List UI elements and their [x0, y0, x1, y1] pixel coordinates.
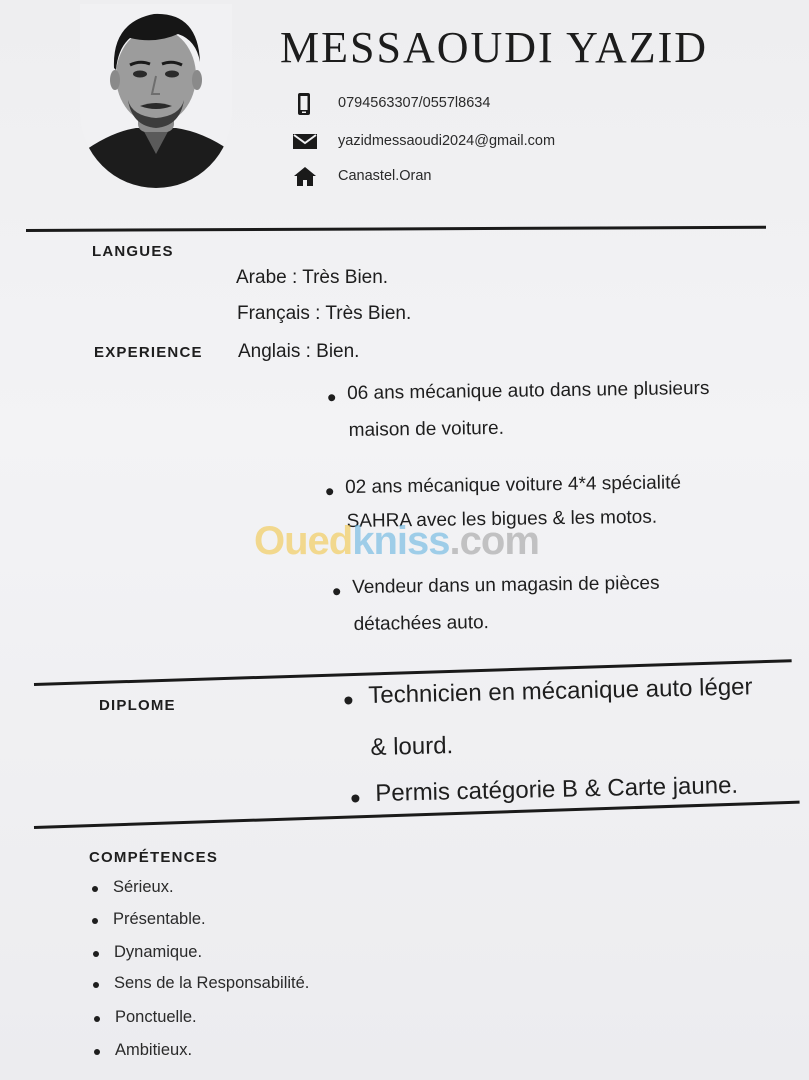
divider-line: [26, 226, 766, 232]
email-address: yazidmessaoudi2024@gmail.com: [338, 133, 556, 149]
bullet-icon: [94, 1049, 100, 1055]
experience-line: 02 ans mécanique voiture 4*4 spécialité: [345, 472, 682, 498]
bullet-icon: [93, 982, 99, 988]
experience-line: détachées auto.: [353, 612, 490, 635]
bullet-icon: [326, 488, 333, 495]
bullet-icon: [92, 918, 98, 924]
bullet-icon: [344, 696, 352, 704]
diploma-line: Permis catégorie B & Carte jaune.: [375, 771, 739, 807]
bullet-icon: [92, 886, 98, 892]
bullet-icon: [333, 588, 340, 595]
section-heading-competences: COMPÉTENCES: [89, 849, 219, 866]
skill-item: [115, 1008, 197, 1027]
experience-line: 06 ans mécanique auto dans une plusieurs: [347, 377, 710, 404]
diploma-line: & lourd.: [370, 732, 454, 761]
diploma-item: [368, 673, 753, 761]
skill-item: [114, 974, 309, 993]
language-item: Français : Très Bien.: [237, 303, 412, 324]
skill-label: Ambitieux.: [115, 1041, 193, 1059]
experience-item: [352, 572, 660, 635]
home-icon: [292, 166, 318, 188]
phone-number: 0794563307/0557l8634: [338, 95, 491, 111]
experience-item: [347, 377, 710, 441]
experience-line: SAHRA avec les bigues & les motos.: [346, 506, 658, 532]
watermark-part: Oued: [254, 519, 353, 563]
skill-label: Sens de la Responsabilité.: [114, 974, 310, 992]
language-item: Anglais : Bien.: [238, 341, 360, 362]
diploma-item: [375, 772, 738, 808]
candidate-name: MESSAOUDI YAZID: [280, 23, 709, 72]
diploma-line: Technicien en mécanique auto léger: [368, 673, 753, 709]
section-heading-diplome: DIPLOME: [99, 697, 176, 714]
skill-label: Ponctuelle.: [115, 1008, 197, 1026]
profile-photo: [80, 4, 232, 188]
experience-line: maison de voiture.: [348, 417, 505, 441]
bullet-icon: [93, 951, 99, 957]
section-heading-experience: EXPERIENCE: [94, 344, 203, 361]
skill-label: Présentable.: [113, 910, 206, 928]
skill-item: [113, 878, 174, 897]
envelope-icon: [292, 131, 318, 153]
bullet-icon: [351, 794, 359, 802]
watermark-part: kniss: [352, 519, 450, 563]
experience-line: Vendeur dans un magasin de pièces: [352, 572, 660, 598]
address-text: Canastel.Oran: [338, 168, 432, 184]
section-heading-langues: LANGUES: [92, 243, 174, 260]
watermark-logo: [254, 519, 539, 564]
experience-item: [345, 472, 682, 532]
skill-item: [113, 910, 206, 929]
skill-label: Dynamique.: [114, 943, 203, 961]
skill-item: [114, 943, 202, 962]
language-item: Arabe : Très Bien.: [236, 267, 389, 288]
bullet-icon: [94, 1016, 100, 1022]
skill-label: Sérieux.: [113, 878, 174, 896]
skill-item: [115, 1041, 192, 1060]
watermark-part: .com: [449, 519, 539, 563]
phone-icon: [292, 93, 318, 115]
bullet-icon: [328, 394, 335, 401]
